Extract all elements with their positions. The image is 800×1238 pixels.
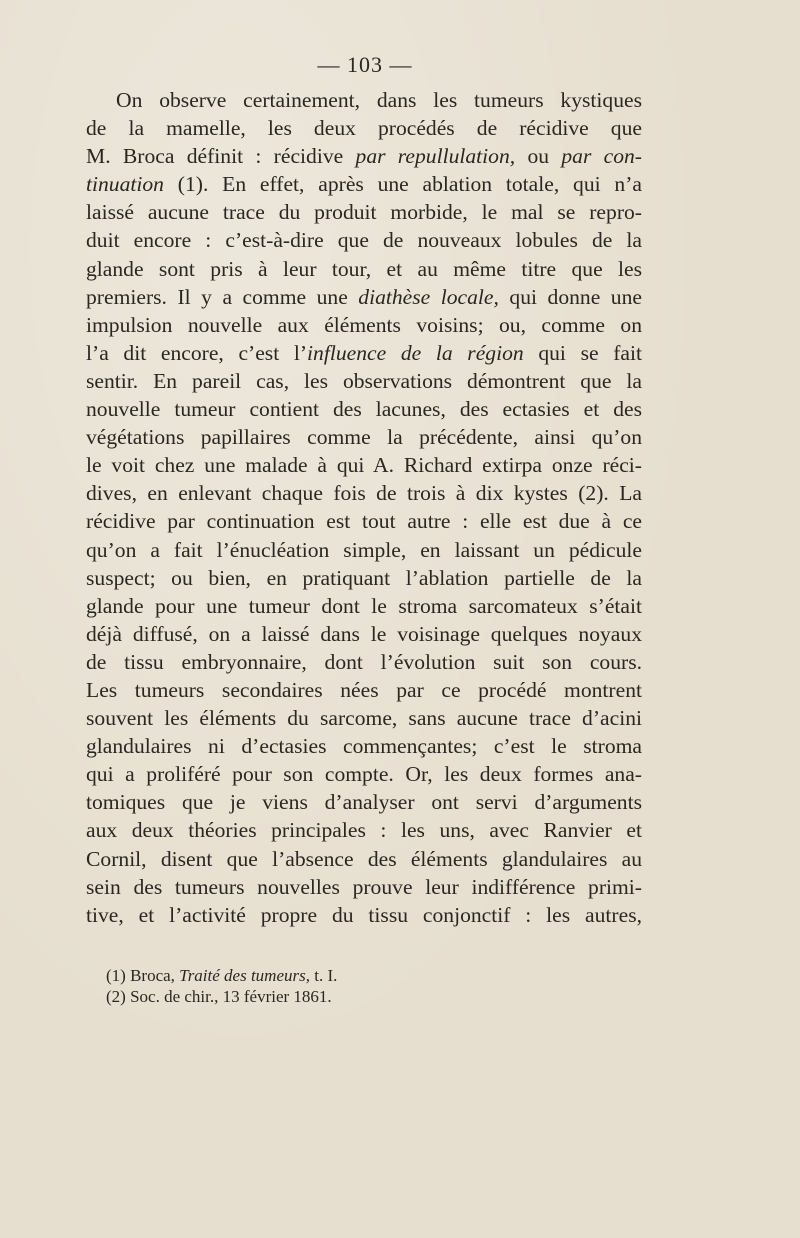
text-line: végétations papillaires comme la précédente, ainsi qu’on: [86, 425, 642, 450]
text-line: Cornil, disent que l’absence des éléments glandulaires au: [86, 846, 642, 871]
text-line: duit encore : c’est-à-dire que de nouveaux lobules de la: [86, 228, 642, 253]
text-line: de tissu embryonnaire, dont l’évolution suit son cours.: [86, 649, 642, 674]
text-line: récidive par continuation est tout autre : elle est due à ce: [86, 509, 642, 534]
text-line: glande sont pris à leur tour, et au même titre que les: [86, 256, 642, 281]
text-line: glande pour une tumeur dont le stroma sarcomateux s’était: [86, 593, 642, 618]
text-line: qu’on a fait l’énucléation simple, en laissant un pédicule: [86, 537, 642, 562]
text-line: Les tumeurs secondaires nées par ce procédé montrent: [86, 677, 642, 702]
text-line: suspect; ou bien, en pratiquant l’ablation partielle de la: [86, 565, 642, 590]
text-line: sein des tumeurs nouvelles prouve leur indifférence primi-: [86, 874, 642, 899]
footnotes: [106, 965, 626, 1007]
text-line: déjà diffusé, on a laissé dans le voisinage quelques noyaux: [86, 621, 642, 646]
text-line: de la mamelle, les deux procédés de récidive que: [86, 116, 642, 141]
text-line: On observe certainement, dans les tumeurs kystiques: [116, 88, 642, 112]
text-line: premiers. Il y a comme une diathèse locale, qui donne une: [86, 284, 642, 309]
text-line: nouvelle tumeur contient des lacunes, des ectasies et des: [86, 397, 642, 422]
text-line: dives, en enlevant chaque fois de trois à dix kystes (2). La: [86, 481, 642, 506]
text-line: le voit chez une malade à qui A. Richard extirpa onze réci-: [86, 453, 642, 478]
text-line: impulsion nouvelle aux éléments voisins; ou, comme on: [86, 312, 642, 337]
text-line: souvent les éléments du sarcome, sans aucune trace d’acini: [86, 706, 642, 731]
text-line: l’a dit encore, c’est l’influence de la région qui se fait: [86, 340, 642, 365]
text-line: qui a proliféré pour son compte. Or, les deux formes ana-: [86, 762, 642, 787]
text-line: tive, et l’activité propre du tissu conjonctif : les autres,: [86, 902, 642, 927]
footnote: (2) Soc. de chir., 13 février 1861.: [106, 987, 332, 1006]
body-paragraph: [86, 86, 642, 929]
page-number: — 103 —: [317, 52, 413, 77]
text-line: tomiques que je viens d’analyser ont servi d’arguments: [86, 790, 642, 815]
text-line: glandulaires ni d’ectasies commençantes; c’est le stroma: [86, 734, 642, 759]
text-line: aux deux théories principales : les uns, avec Ranvier et: [86, 818, 642, 843]
text-line: M. Broca définit : récidive par repullulation, ou par con-: [86, 144, 642, 169]
text-line: tinuation (1). En effet, après une ablation totale, qui n’a: [86, 172, 642, 197]
footnote: (1) Broca, Traité des tumeurs, t. I.: [106, 966, 338, 985]
text-line: laissé aucune trace du produit morbide, le mal se repro-: [86, 200, 642, 225]
text-line: sentir. En pareil cas, les observations démontrent que la: [86, 368, 642, 393]
